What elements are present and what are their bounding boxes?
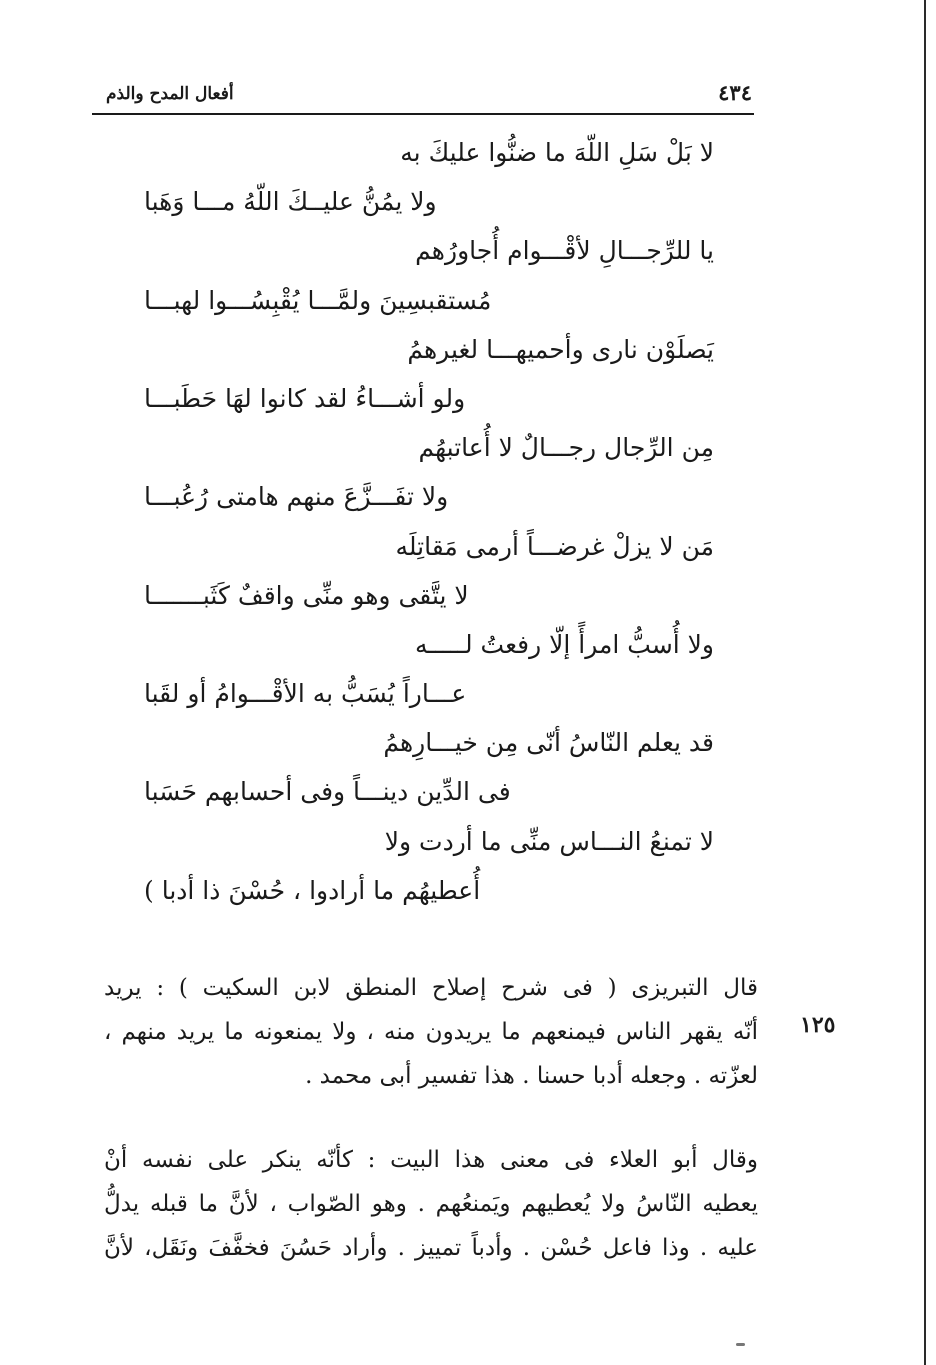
hemistich-first: لا بَلْ سَلِ اللّهَ ما ضنُّوا عليكَ به [400, 138, 714, 167]
paragraph-line: قال التبريزى ( فى شرح إصلاح المنطق لابن السكيت ) : يريد [104, 975, 758, 1001]
paragraph-abu-alala [104, 1138, 758, 1270]
page-number: ٤٣٤ [718, 80, 752, 105]
hemistich-second: لا يتَّقى وهو منِّى واقفٌ كَثَبـــــــا [144, 580, 469, 610]
margin-number: ١٢٥ [800, 1012, 836, 1038]
scan-speck [736, 1343, 745, 1346]
paragraph-line: يعطيه النّاسُ ولا يُعطيهم ويَمنعُهم . وهو الصّواب ، لأنَّ ما قبله يدلُّ [104, 1191, 758, 1217]
hemistich-second: ولا تفَـــزَّعَ منهم هامتى رُعُبـــا [144, 482, 449, 512]
paragraph-line: وقال أبو العلاء فى معنى هذا البيت : كأنّه ينكر على نفسه أنْ [104, 1147, 758, 1173]
page-edge-line [924, 0, 926, 1365]
poem [130, 128, 720, 915]
hemistich-second: ولا يمُنُّ عليــكَ اللّهُ مـــا وَهَبا [144, 187, 437, 217]
paragraph-line: لعزّته . وجعله أدبا حسنا . هذا تفسير أبى محمد . [305, 1063, 758, 1089]
paragraph-line: أنّه يقهر الناس فيمنعهم ما يريدون منه ، ولا يمنعونه ما يريد منهم ، [104, 1019, 758, 1045]
hemistich-second: مُستقبسِينَ ولمَّـــا يُقْبِسُـــوا لهبـــا [144, 285, 492, 315]
hemistich-first: لا تمنعُ النـــاس منِّى ما أردت ولا [384, 826, 714, 856]
hemistich-second: فى الدِّين دينـــاً وفى أحسابهم حَسَبا [144, 777, 511, 807]
hemistich-first: مِن الرِّجال رجـــالٌ لا أُعاتبهُم [418, 433, 714, 463]
header-rule [92, 113, 754, 115]
hemistich-second: عـــاراً يُسَبُّ به الأقْـــوامُ أو لقَبا [144, 679, 467, 709]
running-title: أفعال المدح والذم [106, 84, 234, 104]
hemistich-second: ولو أشـــاءُ لقد كانوا لهَا حَطَبـــا [144, 383, 466, 413]
page-header [92, 78, 754, 114]
paragraph-line: عليه . وذا فاعل حُسْن . وأدباً تمييز . وأراد حَسُنَ فخفَّفَ ونَقَل، لأنَّ [104, 1235, 758, 1261]
hemistich-second: أُعطيهُم ما أرادوا ، حُسْنَ ذا أدبا ) [144, 875, 481, 905]
paragraph-tabrizi [104, 966, 758, 1098]
hemistich-first: يا للرِّجـــالِ لأقْـــوام أُجاورُهم [415, 236, 714, 266]
hemistich-first: ولا أُسبُّ امرأً إلّا رفعتُ لـــــه [414, 629, 714, 659]
hemistich-first: قد يعلم النّاسُ أنّى مِن خيـــارِهمُ [383, 728, 714, 758]
hemistich-first: يَصلَوْن نارى وأحميهـــا لغيرهمُ [407, 334, 714, 364]
hemistich-first: مَن لا يزلْ غرضـــاً أرمى مَقاتِلَه [395, 531, 714, 561]
